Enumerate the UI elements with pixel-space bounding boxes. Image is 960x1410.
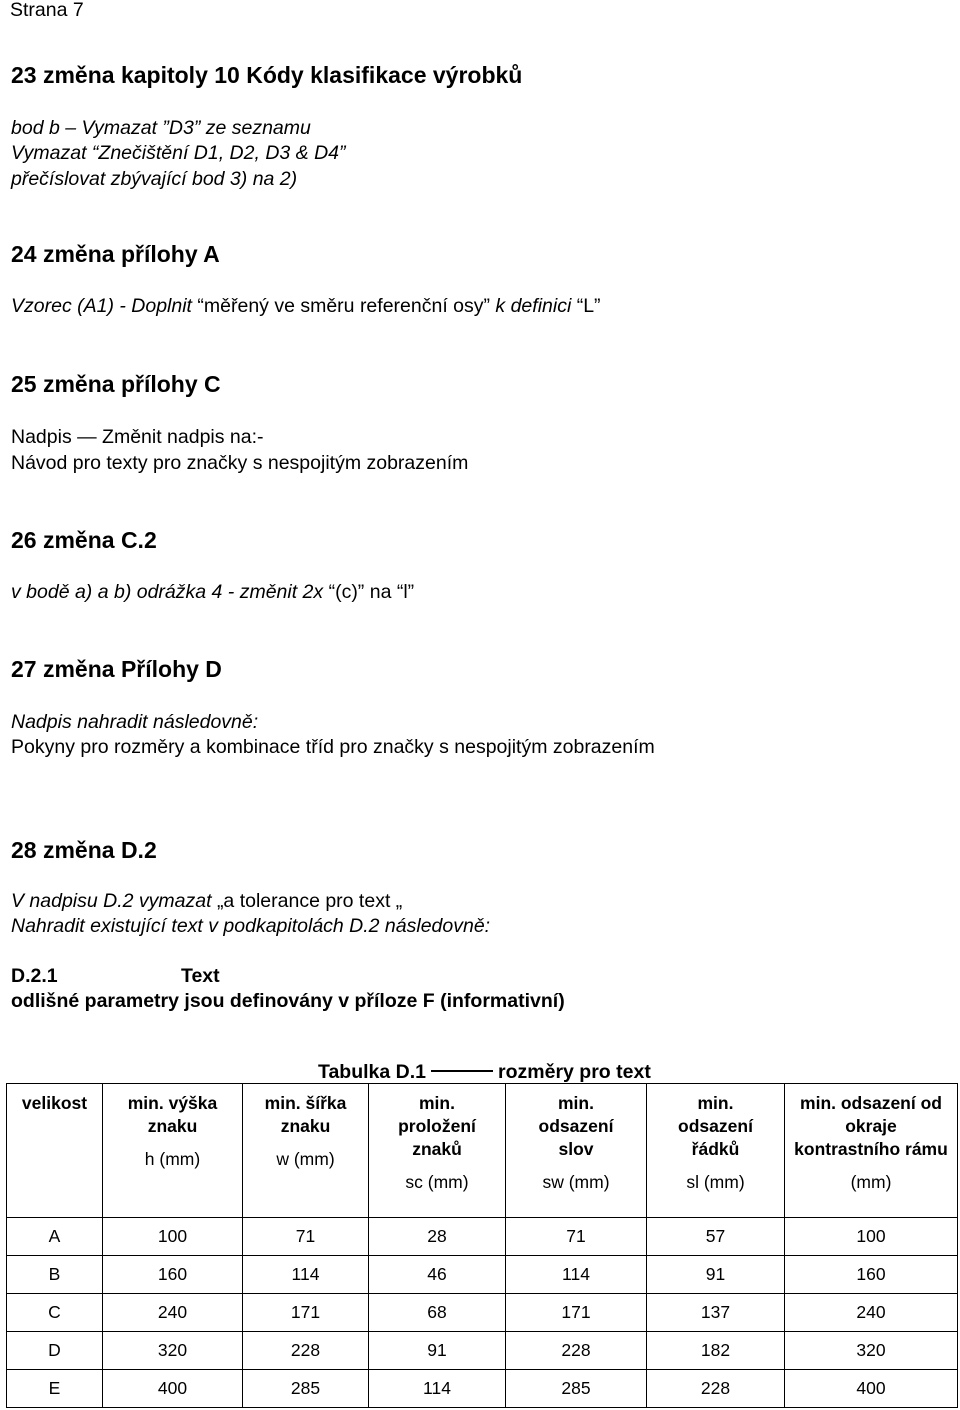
cell-char-width: 285 [243, 1370, 369, 1408]
section-25-line-2: Návod pro texty pro značky s nespojitým zobrazením [11, 452, 469, 474]
header-size: velikost [7, 1084, 103, 1218]
cell-char-width: 114 [243, 1256, 369, 1294]
cell-char-spacing: 46 [369, 1256, 506, 1294]
section-25-heading: 25 změna přílohy C [11, 371, 221, 397]
cell-border-spacing: 400 [785, 1370, 958, 1408]
cell-char-height: 100 [103, 1218, 243, 1256]
section-23-line-1: bod b – Vymazat ”D3” ze seznamu [11, 117, 311, 139]
section-23-line-3: přečíslovat zbývající bod 3) na 2) [11, 168, 298, 190]
cell-char-height: 320 [103, 1332, 243, 1370]
dimensions-table [6, 1083, 958, 1408]
cell-char-height: 240 [103, 1294, 243, 1332]
cell-word-spacing: 285 [506, 1370, 647, 1408]
cell-line-spacing: 228 [647, 1370, 785, 1408]
header-line-spacing: min. odsazení řádků sl (mm) [647, 1084, 785, 1218]
cell-size: A [7, 1218, 103, 1256]
section-28-line-1 [11, 892, 402, 912]
cell-word-spacing: 228 [506, 1332, 647, 1370]
table-caption-number: Tabulka D.1 [318, 1061, 427, 1083]
section-25-line-1: Nadpis — Změnit nadpis na:- [11, 426, 264, 448]
table-row [7, 1256, 958, 1294]
cell-word-spacing: 171 [506, 1294, 647, 1332]
section-23-line-2: Vymazat “Znečištění D1, D2, D3 & D4” [11, 142, 346, 164]
section-26-part-2: “(c)” na “l” [328, 581, 415, 603]
section-27-line-1: Nadpis nahradit následovně: [11, 711, 259, 733]
cell-size: D [7, 1332, 103, 1370]
section-28-heading: 28 změna D.2 [11, 837, 157, 863]
table-caption [318, 1061, 651, 1084]
cell-border-spacing: 160 [785, 1256, 958, 1294]
header-word-spacing: min. odsazení slov sw (mm) [506, 1084, 647, 1218]
section-23-heading: 23 změna kapitoly 10 Kódy klasifikace výrobků [11, 62, 523, 88]
table-row [7, 1332, 958, 1370]
cell-border-spacing: 320 [785, 1332, 958, 1370]
cell-char-width: 71 [243, 1218, 369, 1256]
section-26-part-1: v bodě a) a b) odrážka 4 - změnit 2x [11, 581, 329, 603]
section-28-line-2: Nahradit existující text v podkapitolách D.2 následovně: [11, 915, 491, 937]
cell-char-spacing: 68 [369, 1294, 506, 1332]
cell-border-spacing: 100 [785, 1218, 958, 1256]
section-27-heading: 27 změna Přílohy D [11, 656, 222, 682]
section-26-heading: 26 změna C.2 [11, 527, 157, 553]
section-24-part-3: k definici [495, 295, 577, 317]
section-27-line-2: Pokyny pro rozměry a kombinace tříd pro značky s nespojitým zobrazením [11, 736, 655, 758]
subsection-number: D.2.1 [11, 965, 58, 987]
table-header-row [7, 1084, 958, 1218]
subsection-title: Text [181, 965, 220, 987]
table-body [7, 1218, 958, 1408]
section-24-part-1: Vzorec (A1) - Doplnit [11, 295, 192, 317]
cell-size: E [7, 1370, 103, 1408]
cell-border-spacing: 240 [785, 1294, 958, 1332]
cell-char-height: 160 [103, 1256, 243, 1294]
subsection-text: odlišné parametry jsou definovány v příloze F (informativní) [11, 990, 565, 1012]
cell-char-spacing: 28 [369, 1218, 506, 1256]
section-28-part-2: „a tolerance pro text „ [216, 890, 403, 912]
cell-word-spacing: 114 [506, 1256, 647, 1294]
cell-char-spacing: 91 [369, 1332, 506, 1370]
cell-char-height: 400 [103, 1370, 243, 1408]
cell-line-spacing: 57 [647, 1218, 785, 1256]
caption-dash [431, 1070, 493, 1072]
header-border-spacing: min. odsazení od okraje kontrastního rámu (mm) [785, 1084, 958, 1218]
table-row [7, 1294, 958, 1332]
cell-char-width: 171 [243, 1294, 369, 1332]
cell-size: C [7, 1294, 103, 1332]
section-24-heading: 24 změna přílohy A [11, 241, 220, 267]
cell-char-width: 228 [243, 1332, 369, 1370]
header-char-spacing: min. proložení znaků sc (mm) [369, 1084, 506, 1218]
cell-line-spacing: 137 [647, 1294, 785, 1332]
section-24-part-2: “měřený ve směru referenční osy” [191, 295, 496, 317]
cell-line-spacing: 91 [647, 1256, 785, 1294]
cell-word-spacing: 71 [506, 1218, 647, 1256]
header-char-width: min. šířka znaku w (mm) [243, 1084, 369, 1218]
page-number: Strana 7 [10, 0, 84, 21]
table-caption-title: rozměry pro text [498, 1061, 651, 1083]
cell-size: B [7, 1256, 103, 1294]
section-24-part-4: “L” [576, 295, 601, 317]
section-28-part-1: V nadpisu D.2 vymazat [11, 890, 217, 912]
cell-line-spacing: 182 [647, 1332, 785, 1370]
table-row [7, 1218, 958, 1256]
cell-char-spacing: 114 [369, 1370, 506, 1408]
section-24-text [11, 297, 601, 317]
section-26-text [11, 583, 414, 603]
table-row [7, 1370, 958, 1408]
header-char-height: min. výška znaku h (mm) [103, 1084, 243, 1218]
